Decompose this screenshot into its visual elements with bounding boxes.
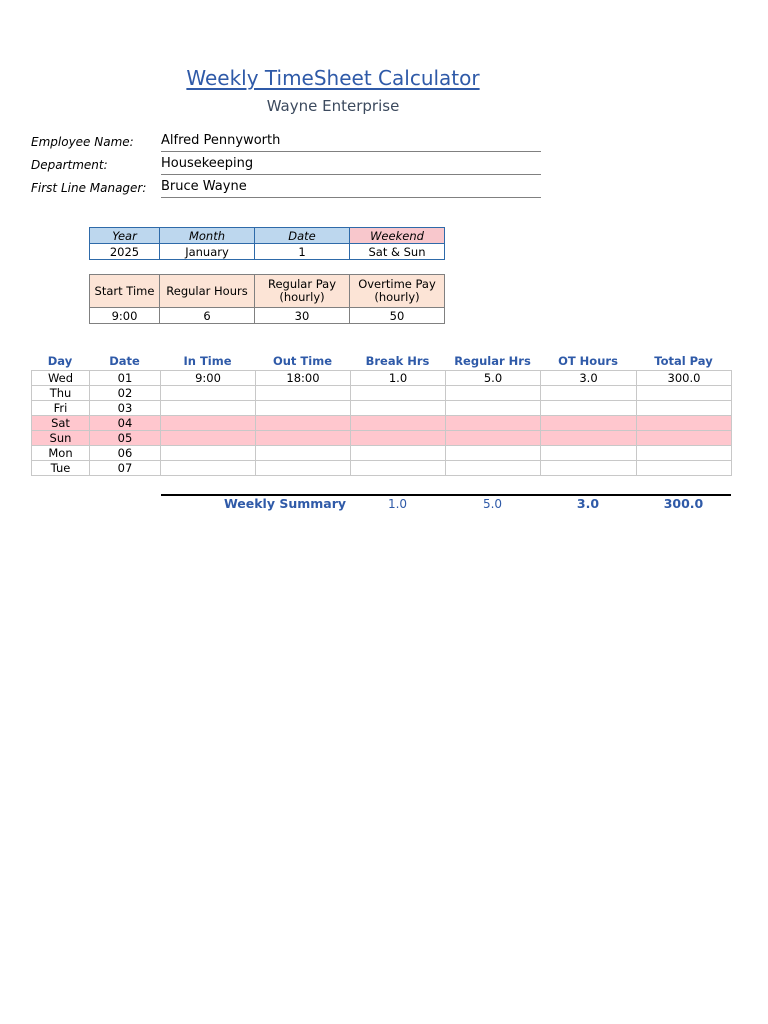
regular-hrs-cell[interactable]: [446, 401, 541, 416]
break-hrs-cell[interactable]: [351, 416, 446, 431]
total-pay-cell[interactable]: [637, 416, 732, 431]
date-column-header: Date: [109, 354, 140, 368]
break-hrs-cell[interactable]: [351, 446, 446, 461]
start-time-cell[interactable]: 9:00: [90, 308, 160, 324]
out-time-cell[interactable]: [256, 401, 351, 416]
ot-hours-cell[interactable]: 3.0: [541, 371, 637, 386]
date-cell: 06: [90, 446, 161, 461]
summary-ot-hours: 3.0: [576, 496, 600, 511]
regular-hours-cell[interactable]: 6: [160, 308, 255, 324]
date-cell: 01: [90, 371, 161, 386]
date-cell: 07: [90, 461, 161, 476]
overtime-pay-cell[interactable]: 50: [350, 308, 445, 324]
manager-field[interactable]: Bruce Wayne: [161, 179, 541, 198]
rate-table-value-row: [90, 308, 445, 324]
in-time-cell[interactable]: [161, 431, 256, 446]
summary-regular-hrs: 5.0: [482, 497, 503, 511]
date-cell: 02: [90, 386, 161, 401]
regular-hrs-cell[interactable]: [446, 446, 541, 461]
timesheet-row: [32, 401, 732, 416]
regular-pay-header: Regular Pay (hourly): [255, 275, 350, 308]
total-pay-cell[interactable]: [637, 386, 732, 401]
total-pay-cell[interactable]: 300.0: [637, 371, 732, 386]
total-pay-cell[interactable]: [637, 401, 732, 416]
day-cell: Sun: [32, 431, 90, 446]
summary-break-hrs: 1.0: [387, 497, 408, 511]
in-time-cell[interactable]: 9:00: [161, 371, 256, 386]
ot-hours-cell[interactable]: [541, 461, 637, 476]
ot-hours-cell[interactable]: [541, 386, 637, 401]
regular-hrs-column-header: Regular Hrs: [454, 354, 531, 368]
year-header: Year: [90, 228, 160, 244]
weekend-cell[interactable]: Sat & Sun: [350, 244, 445, 260]
weekly-summary-label: Weekly Summary: [223, 496, 347, 511]
break-hrs-cell[interactable]: [351, 431, 446, 446]
in-time-cell[interactable]: [161, 386, 256, 401]
date-cell: 05: [90, 431, 161, 446]
department-field[interactable]: Housekeeping: [161, 156, 541, 175]
out-time-column-header: Out Time: [272, 354, 333, 368]
date-table: [89, 227, 445, 260]
ot-hours-cell[interactable]: [541, 416, 637, 431]
day-cell: Thu: [32, 386, 90, 401]
date-cell: 03: [90, 401, 161, 416]
in-time-cell[interactable]: [161, 461, 256, 476]
regular-hrs-cell[interactable]: 5.0: [446, 371, 541, 386]
out-time-cell[interactable]: [256, 446, 351, 461]
ot-hours-cell[interactable]: [541, 431, 637, 446]
in-time-cell[interactable]: [161, 446, 256, 461]
month-header: Month: [160, 228, 255, 244]
in-time-cell[interactable]: [161, 401, 256, 416]
timesheet-row: [32, 446, 732, 461]
day-cell: Tue: [32, 461, 90, 476]
regular-hours-header: Regular Hours: [160, 275, 255, 308]
department-label: Department:: [31, 158, 108, 172]
in-time-column-header: In Time: [183, 354, 232, 368]
timesheet-row: [32, 416, 732, 431]
break-hrs-column-header: Break Hrs: [365, 354, 430, 368]
year-cell[interactable]: 2025: [90, 244, 160, 260]
total-pay-cell[interactable]: [637, 446, 732, 461]
summary-total-pay: 300.0: [663, 496, 704, 511]
date-table-value-row: [90, 244, 445, 260]
day-cell: Fri: [32, 401, 90, 416]
rate-table-header-row: [90, 275, 445, 308]
date-header: Date: [255, 228, 350, 244]
day-column-header: Day: [47, 354, 73, 368]
timesheet-row: [32, 461, 732, 476]
break-hrs-cell[interactable]: [351, 386, 446, 401]
month-cell[interactable]: January: [160, 244, 255, 260]
out-time-cell[interactable]: 18:00: [256, 371, 351, 386]
out-time-cell[interactable]: [256, 416, 351, 431]
out-time-cell[interactable]: [256, 386, 351, 401]
company-name: Wayne Enterprise: [266, 97, 400, 115]
manager-label: First Line Manager:: [31, 181, 147, 195]
timesheet-row: [32, 431, 732, 446]
total-pay-cell[interactable]: [637, 431, 732, 446]
regular-pay-cell[interactable]: 30: [255, 308, 350, 324]
ot-hours-cell[interactable]: [541, 401, 637, 416]
day-cell: Mon: [32, 446, 90, 461]
ot-hours-cell[interactable]: [541, 446, 637, 461]
date-cell: 04: [90, 416, 161, 431]
date-table-header-row: [90, 228, 445, 244]
break-hrs-cell[interactable]: [351, 461, 446, 476]
timesheet-row: [32, 386, 732, 401]
employee-name-field[interactable]: Alfred Pennyworth: [161, 133, 541, 152]
employee-name-label: Employee Name:: [31, 135, 134, 149]
date-cell[interactable]: 1: [255, 244, 350, 260]
day-cell: Wed: [32, 371, 90, 386]
total-pay-cell[interactable]: [637, 461, 732, 476]
start-time-header: Start Time: [90, 275, 160, 308]
break-hrs-cell[interactable]: 1.0: [351, 371, 446, 386]
out-time-cell[interactable]: [256, 461, 351, 476]
total-pay-column-header: Total Pay: [654, 354, 713, 368]
in-time-cell[interactable]: [161, 416, 256, 431]
overtime-pay-header: Overtime Pay (hourly): [350, 275, 445, 308]
rate-table: [89, 274, 445, 324]
regular-hrs-cell[interactable]: [446, 431, 541, 446]
regular-hrs-cell[interactable]: [446, 461, 541, 476]
timesheet-table: [31, 370, 732, 476]
out-time-cell[interactable]: [256, 431, 351, 446]
timesheet-row: [32, 371, 732, 386]
page-title: Weekly TimeSheet Calculator: [186, 66, 480, 90]
break-hrs-cell[interactable]: [351, 401, 446, 416]
weekend-header: Weekend: [350, 228, 445, 244]
regular-hrs-cell[interactable]: [446, 416, 541, 431]
day-cell: Sat: [32, 416, 90, 431]
regular-hrs-cell[interactable]: [446, 386, 541, 401]
ot-hours-column-header: OT Hours: [558, 354, 618, 368]
